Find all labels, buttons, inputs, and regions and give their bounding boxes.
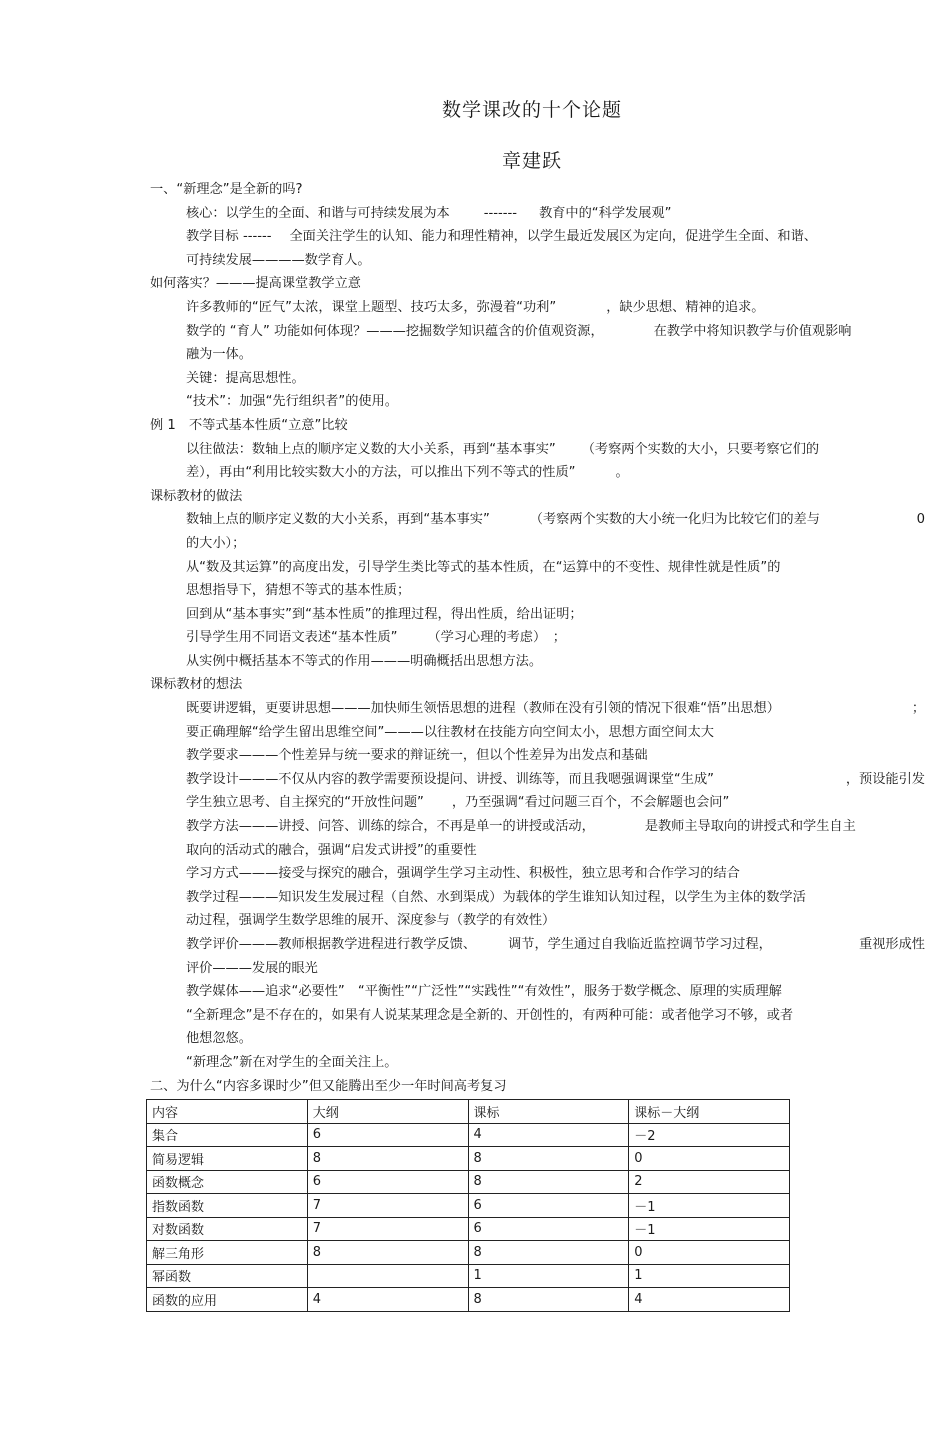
text-span: ，缺少思想、精神的追求。	[606, 299, 765, 315]
text-span: ，预设能引发	[845, 771, 925, 787]
paragraph-line: 可持续发展————数学育人。	[186, 252, 371, 268]
paragraph-line: 从“数及其运算”的高度出发，引导学生类比等式的基本性质，在“运算中的不变性、规律性就是性质”的	[186, 559, 781, 575]
table-cell: 对数函数	[147, 1217, 308, 1241]
table-cell: 8	[468, 1147, 629, 1171]
table-cell	[307, 1264, 468, 1288]
text-span: 教学设计———不仅从内容的教学需要预设提问、讲授、训练等，而且我嗯强调课堂“生成”	[186, 771, 714, 787]
header-cell: 课标－大纲	[629, 1100, 790, 1124]
table-cell: 0	[629, 1241, 790, 1265]
example-heading: 例 1 不等式基本性质“立意”比较	[150, 417, 348, 433]
table-cell: 1	[468, 1264, 629, 1288]
paragraph-line	[150, 225, 925, 249]
text-span: 重视形成性	[859, 937, 925, 952]
header-cell: 大纲	[307, 1100, 468, 1124]
text-span: ，乃至强调“看过问题三百个，不会解题也会问”	[451, 795, 730, 811]
paragraph-line	[150, 508, 925, 532]
text-span: 0	[916, 512, 925, 528]
paragraph-line	[150, 296, 925, 320]
table-cell: 7	[307, 1194, 468, 1218]
text-span: 核心：以学生的全面、和谐与可持续发展为本	[186, 205, 450, 221]
paragraph-line	[150, 697, 925, 721]
text-span: （考察两个实数的大小，只要考察它们的	[581, 441, 820, 457]
table-cell: 幂函数	[147, 1264, 308, 1288]
table-cell: 8	[468, 1241, 629, 1265]
paragraph-line: 如何落实？———提高课堂教学立意	[150, 276, 361, 292]
table-cell: 函数的应用	[147, 1288, 308, 1312]
text-span: 。	[615, 465, 629, 481]
paragraph-line: 学习方式———接受与探究的融合，强调学生学习主动性、积极性，独立思考和合作学习的结合	[186, 866, 740, 882]
text-span: （学习心理的考虑） ；	[427, 630, 566, 646]
text-span: ；	[911, 701, 925, 717]
table-row	[147, 1288, 790, 1312]
text-span: 全面关注学生的认知、能力和理性精神，以学生最近发展区为定向，促进学生全面、和谐、	[289, 229, 817, 245]
paragraph-line	[150, 815, 925, 839]
text-span: 在教学中将知识教学与价值观影响	[653, 323, 852, 339]
table-cell: －1	[629, 1217, 790, 1241]
paragraph-line: 教学媒体——追求“必要性” “平衡性”“广泛性”“实践性”“有效性”，服务于数学概念、原理的实质理解	[186, 984, 782, 1000]
table-cell: 集合	[147, 1123, 308, 1147]
paragraph-line	[150, 320, 925, 344]
paragraph-line	[150, 202, 925, 226]
table-row	[147, 1170, 790, 1194]
paragraph-line: 他想忽悠。	[186, 1031, 252, 1047]
paragraph-line: 的大小）；	[186, 535, 246, 551]
comparison-table	[146, 1099, 790, 1312]
section-heading-2: 二、为什么“内容多课时少”但又能腾出至少一年时间高考复习	[150, 1078, 507, 1094]
text-span: 引导学生用不同语文表述“基本性质”	[186, 630, 398, 646]
paragraph-line: 动过程，强调学生数学思维的展开、深度参与（教学的有效性）	[186, 913, 556, 929]
section-heading: 课标教材的想法	[150, 677, 243, 693]
table-cell: 6	[307, 1170, 468, 1194]
section-heading-1: 一、“新理念”是全新的吗?	[150, 182, 303, 197]
document-body	[150, 178, 925, 1098]
text-span: 数学的 “育人” 功能如何体现？———挖掘数学知识蕴含的价值观资源，	[186, 323, 604, 339]
section-heading: 课标教材的做法	[150, 488, 243, 504]
table-row	[147, 1147, 790, 1171]
header-cell: 内容	[147, 1100, 308, 1124]
table-cell: 6	[468, 1217, 629, 1241]
paragraph-line: 思想指导下，猜想不等式的基本性质；	[186, 583, 411, 599]
paragraph-line	[150, 933, 925, 957]
text-span: 教学评价———教师根据教学进程进行教学反馈、	[186, 937, 477, 952]
table-cell: －2	[629, 1123, 790, 1147]
table-cell: 解三角形	[147, 1241, 308, 1265]
table-cell: 8	[468, 1170, 629, 1194]
table-cell: 0	[629, 1147, 790, 1171]
table-cell: 6	[468, 1194, 629, 1218]
table-row	[147, 1194, 790, 1218]
text-span: 教学目标 ------	[186, 229, 272, 245]
paragraph-line	[150, 461, 925, 485]
text-span: 教育中的“科学发展观”	[539, 205, 672, 221]
paragraph-line: “全新理念”是不存在的，如果有人说某某理念是全新的、开创性的，有两种可能：或者他学习不够，或者	[186, 1007, 794, 1023]
table-cell: 7	[307, 1217, 468, 1241]
text-span: -------	[483, 205, 518, 221]
table-row	[147, 1241, 790, 1265]
table-cell: 1	[629, 1264, 790, 1288]
table-row	[147, 1264, 790, 1288]
table-cell: 8	[307, 1147, 468, 1171]
text-span: 差），再由“利用比较实数大小的方法，可以推出下列不等式的性质”	[186, 465, 576, 481]
paragraph-line: “新理念”新在对学生的全面关注上。	[186, 1054, 398, 1070]
text-span: 是教师主导取向的讲授式和学生自主	[644, 819, 856, 835]
table-cell: －1	[629, 1194, 790, 1218]
text-span: 以往做法：数轴上点的顺序定义数的大小关系，再到“基本事实”	[186, 441, 556, 457]
table-row	[147, 1123, 790, 1147]
paragraph-line: “技术”：加强“先行组织者”的使用。	[186, 394, 398, 410]
paragraph-line	[150, 768, 925, 792]
paragraph-line: 教学要求———个性差异与统一要求的辩证统一，但以个性差异为出发点和基础	[186, 748, 648, 764]
table-row	[147, 1217, 790, 1241]
table-cell: 2	[629, 1170, 790, 1194]
paragraph-line	[150, 791, 925, 815]
text-span: （考察两个实数的大小统一化归为比较它们的差与	[529, 512, 820, 528]
text-span: 调节，学生通过自我临近监控调节学习过程，	[508, 937, 772, 952]
doc-author: 章建跃	[501, 150, 562, 172]
paragraph-line: 教学过程———知识发生发展过程（自然、水到渠成）为载体的学生谁知认知过程，以学生为主体的数学活	[186, 889, 806, 905]
paragraph-line	[150, 626, 925, 650]
table-cell: 简易逻辑	[147, 1147, 308, 1171]
paragraph-line: 从实例中概括基本不等式的作用———明确概括出思想方法。	[186, 653, 543, 669]
text-span: 既要讲逻辑，更要讲思想———加快师生领悟思想的进程（教师在没有引领的情况下很难“悟”出思想）	[186, 701, 780, 717]
table-cell: 8	[307, 1241, 468, 1265]
table-cell: 指数函数	[147, 1194, 308, 1218]
paragraph-line: 评价———发展的眼光	[186, 960, 318, 976]
table-cell: 4	[307, 1288, 468, 1312]
text-span: 数轴上点的顺序定义数的大小关系，再到“基本事实”	[186, 512, 490, 528]
table-cell: 4	[468, 1123, 629, 1147]
header-cell: 课标	[468, 1100, 629, 1124]
table-cell: 4	[629, 1288, 790, 1312]
doc-title: 数学课改的十个论题	[441, 99, 622, 121]
table-cell: 8	[468, 1288, 629, 1312]
text-span: 学生独立思考、自主探究的“开放性问题”	[186, 795, 424, 811]
table-header-row	[147, 1100, 790, 1124]
paragraph-line: 要正确理解“给学生留出思维空间”———以往教材在技能方向空间太小，思想方面空间太大	[186, 724, 714, 740]
table-cell: 6	[307, 1123, 468, 1147]
paragraph-line: 融为一体。	[186, 347, 252, 363]
text-span: 许多教师的“匠气”太浓，课堂上题型、技巧太多，弥漫着“功利”	[186, 299, 557, 315]
paragraph-line	[150, 438, 925, 462]
text-span: 教学方法———讲授、问答、训练的综合，不再是单一的讲授或活动，	[186, 819, 595, 835]
paragraph-line: 关键：提高思想性。	[186, 370, 305, 386]
paragraph-line: 取向的活动式的融合，强调“启发式讲授”的重要性	[186, 842, 477, 858]
paragraph-line: 回到从“基本事实”到“基本性质”的推理过程，得出性质，给出证明；	[186, 606, 583, 622]
table-cell: 函数概念	[147, 1170, 308, 1194]
